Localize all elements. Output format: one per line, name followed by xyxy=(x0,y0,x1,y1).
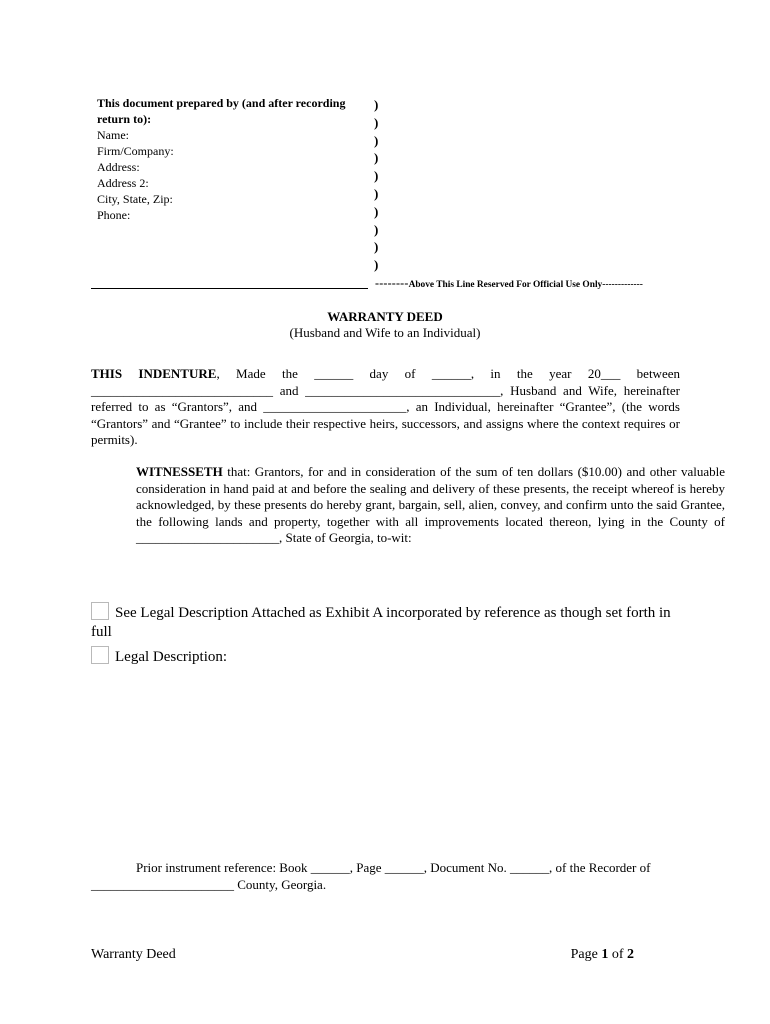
indenture-body: , Made the ______ day of ______, in the year 20___ between ____________________________ and ______________________________, Husband and Wife, hereinafter referred to as “Grantors”, and ______________________, an Individual, hereinafter “Grantee”, (the words “Grantors” and “Grantee” to include their respective heirs, successors, and assigns where the context requires or permits). xyxy=(91,366,680,447)
address-field: Address: xyxy=(97,160,140,174)
witnesseth-paragraph xyxy=(91,464,725,547)
prior-line-1: Prior instrument reference: Book ______, Page ______, Document No. ______, of the Recorder of xyxy=(136,860,651,875)
paren: ) xyxy=(374,97,379,112)
prior-line-2: ______________________ County, Georgia. xyxy=(91,877,327,892)
document-subtitle: (Husband and Wife to an Individual) xyxy=(289,325,481,340)
witnesseth-body: that: Grantors, for and in consideration of the sum of ten dollars ($10.00) and other valuable consideration in hand paid at and before the sealing and delivery of these presents, the receipt whereof is hereby acknowledged, by these presents do hereby grant, bargain, sell, alien, convey, and confirm unto the said Grantee, the following lands and property, together with all improvements located thereon, lying in the County of ______________________, State of Georgia, to-wit: xyxy=(136,464,725,545)
page-mid: of xyxy=(608,947,627,962)
witnesseth-lead: WITNESSETH xyxy=(136,464,223,479)
paren: ) xyxy=(374,132,379,148)
legal-description-option xyxy=(91,646,683,667)
reserved-dashes-left: -------- xyxy=(375,276,409,290)
page-prefix: Page xyxy=(570,947,602,962)
preparer-block xyxy=(97,95,367,223)
paren: ) xyxy=(374,150,379,166)
paren: ) xyxy=(374,168,379,184)
legal-description-label: Legal Description: xyxy=(115,649,228,665)
reserved-text: Above This Line Reserved For Official Use Only xyxy=(408,280,603,290)
exhibit-label: See Legal Description Attached as Exhibit A incorporated by reference as though set forth in full xyxy=(91,605,671,640)
paren: ) xyxy=(374,203,379,219)
page-current: 1 xyxy=(601,947,609,962)
reserved-dashes-right: ------------- xyxy=(602,280,643,290)
name-field: Name: xyxy=(97,128,129,142)
paren: ) xyxy=(374,185,379,201)
page-total: 2 xyxy=(627,947,634,962)
reserved-line xyxy=(375,276,643,291)
paren: ) xyxy=(374,257,379,273)
document-title: WARRANTY DEED xyxy=(327,309,443,324)
firm-field: Firm/Company: xyxy=(97,144,174,158)
indenture-paragraph xyxy=(91,366,680,449)
legal-description-checkbox[interactable] xyxy=(91,646,109,664)
signature-rule xyxy=(91,288,368,289)
paren: ) xyxy=(374,114,379,130)
paren: ) xyxy=(374,221,379,237)
paren: ) xyxy=(374,239,379,255)
exhibit-option xyxy=(91,602,683,642)
paren-column xyxy=(374,96,378,274)
exhibit-checkbox[interactable] xyxy=(91,602,109,620)
city-state-zip-field: City, State, Zip: xyxy=(97,192,173,206)
page-number xyxy=(571,947,634,963)
footer-title: Warranty Deed xyxy=(91,947,176,962)
prepared-by-label: This document prepared by (and after recording return to): xyxy=(97,96,346,126)
phone-field: Phone: xyxy=(97,208,131,222)
address2-field: Address 2: xyxy=(97,176,149,190)
prior-instrument-reference xyxy=(91,859,680,893)
indenture-lead: THIS INDENTURE xyxy=(91,366,217,381)
